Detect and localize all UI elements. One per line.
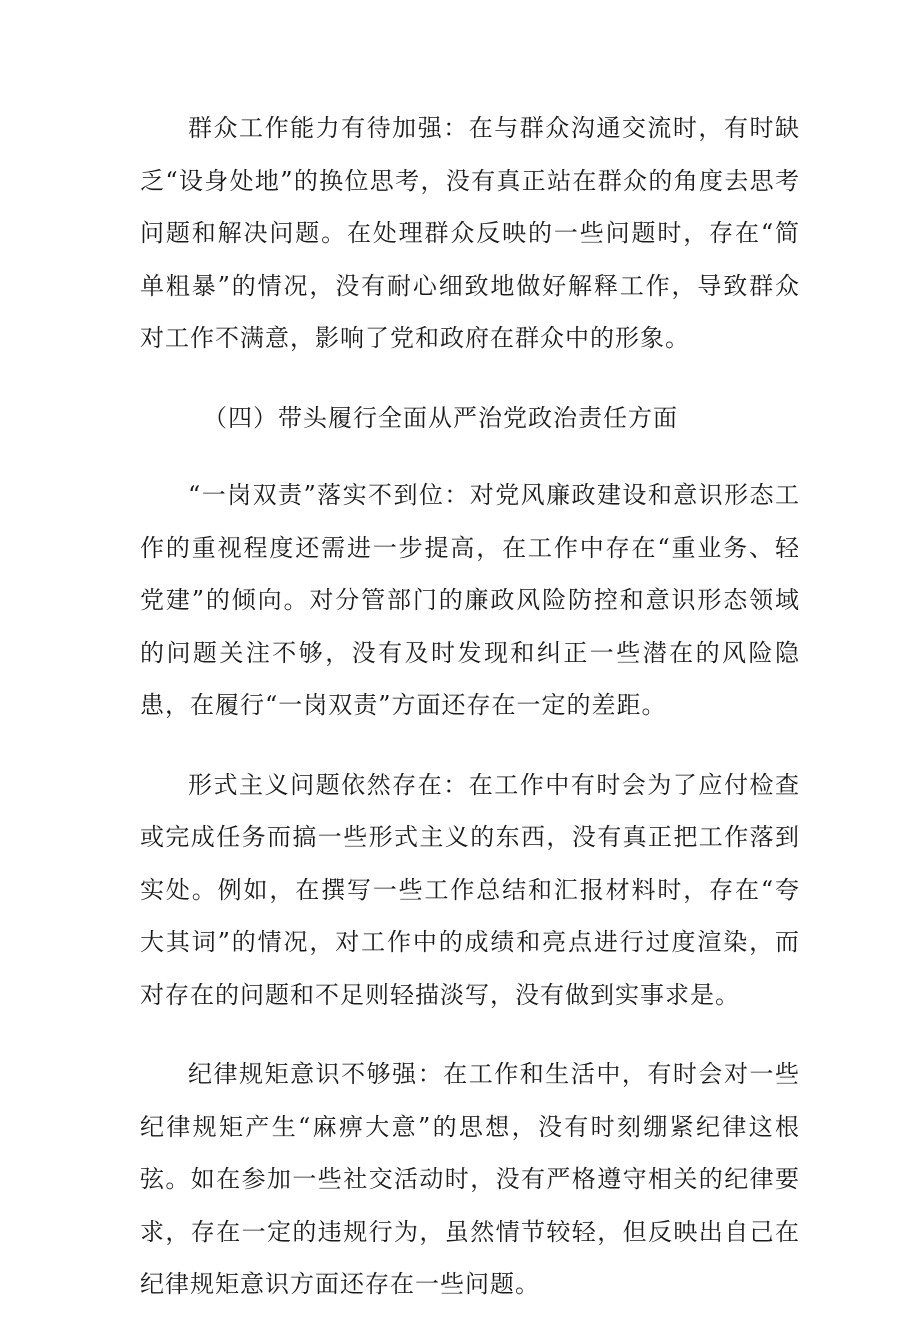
paragraph-discipline: 纪律规矩意识不够强：在工作和生活中，有时会对一些纪律规矩产生“麻痹大意”的思想，没有时刻绷紧纪律这根弦。如在参加一些社交活动时，没有严格遵守相关的纪律要求，存在一定的违规行为，虽然情节较轻，但反映出自己在纪律规矩意识方面还存在一些问题。 [140, 1060, 800, 1298]
paragraph-formalism: 形式主义问题依然存在：在工作中有时会为了应付检查或完成任务而搞一些形式主义的东西，没有真正把工作落到实处。例如，在撰写一些工作总结和汇报材料时，存在“夸大其词”的情况，对工作中的成绩和亮点进行过度渲染，而对存在的问题和不足则轻描淡写，没有做到实事求是。 [140, 770, 800, 1009]
paragraph-mass-work: 群众工作能力有待加强：在与群众沟通交流时，有时缺乏“设身处地”的换位思考，没有真正站在群众的角度去思考问题和解决问题。在处理群众反映的一些问题时，存在“简单粗暴”的情况，没有耐心细致地做好解释工作，导致群众对工作不满意，影响了党和政府在群众中的形象。 [140, 114, 800, 352]
document-body [140, 102, 800, 1338]
section-heading-4: （四）带头履行全面从严治党政治责任方面 [203, 403, 678, 432]
paragraph-one-post-two-duties: “一岗双责”落实不到位：对党风廉政建设和意识形态工作的重视程度还需进一步提高，在工作中存在“重业务、轻党建”的倾向。对分管部门的廉政风险防控和意识形态领域的问题关注不够，没有及时发现和纠正一些潜在的风险隐患，在履行“一岗双责”方面还存在一定的差距。 [140, 481, 800, 719]
